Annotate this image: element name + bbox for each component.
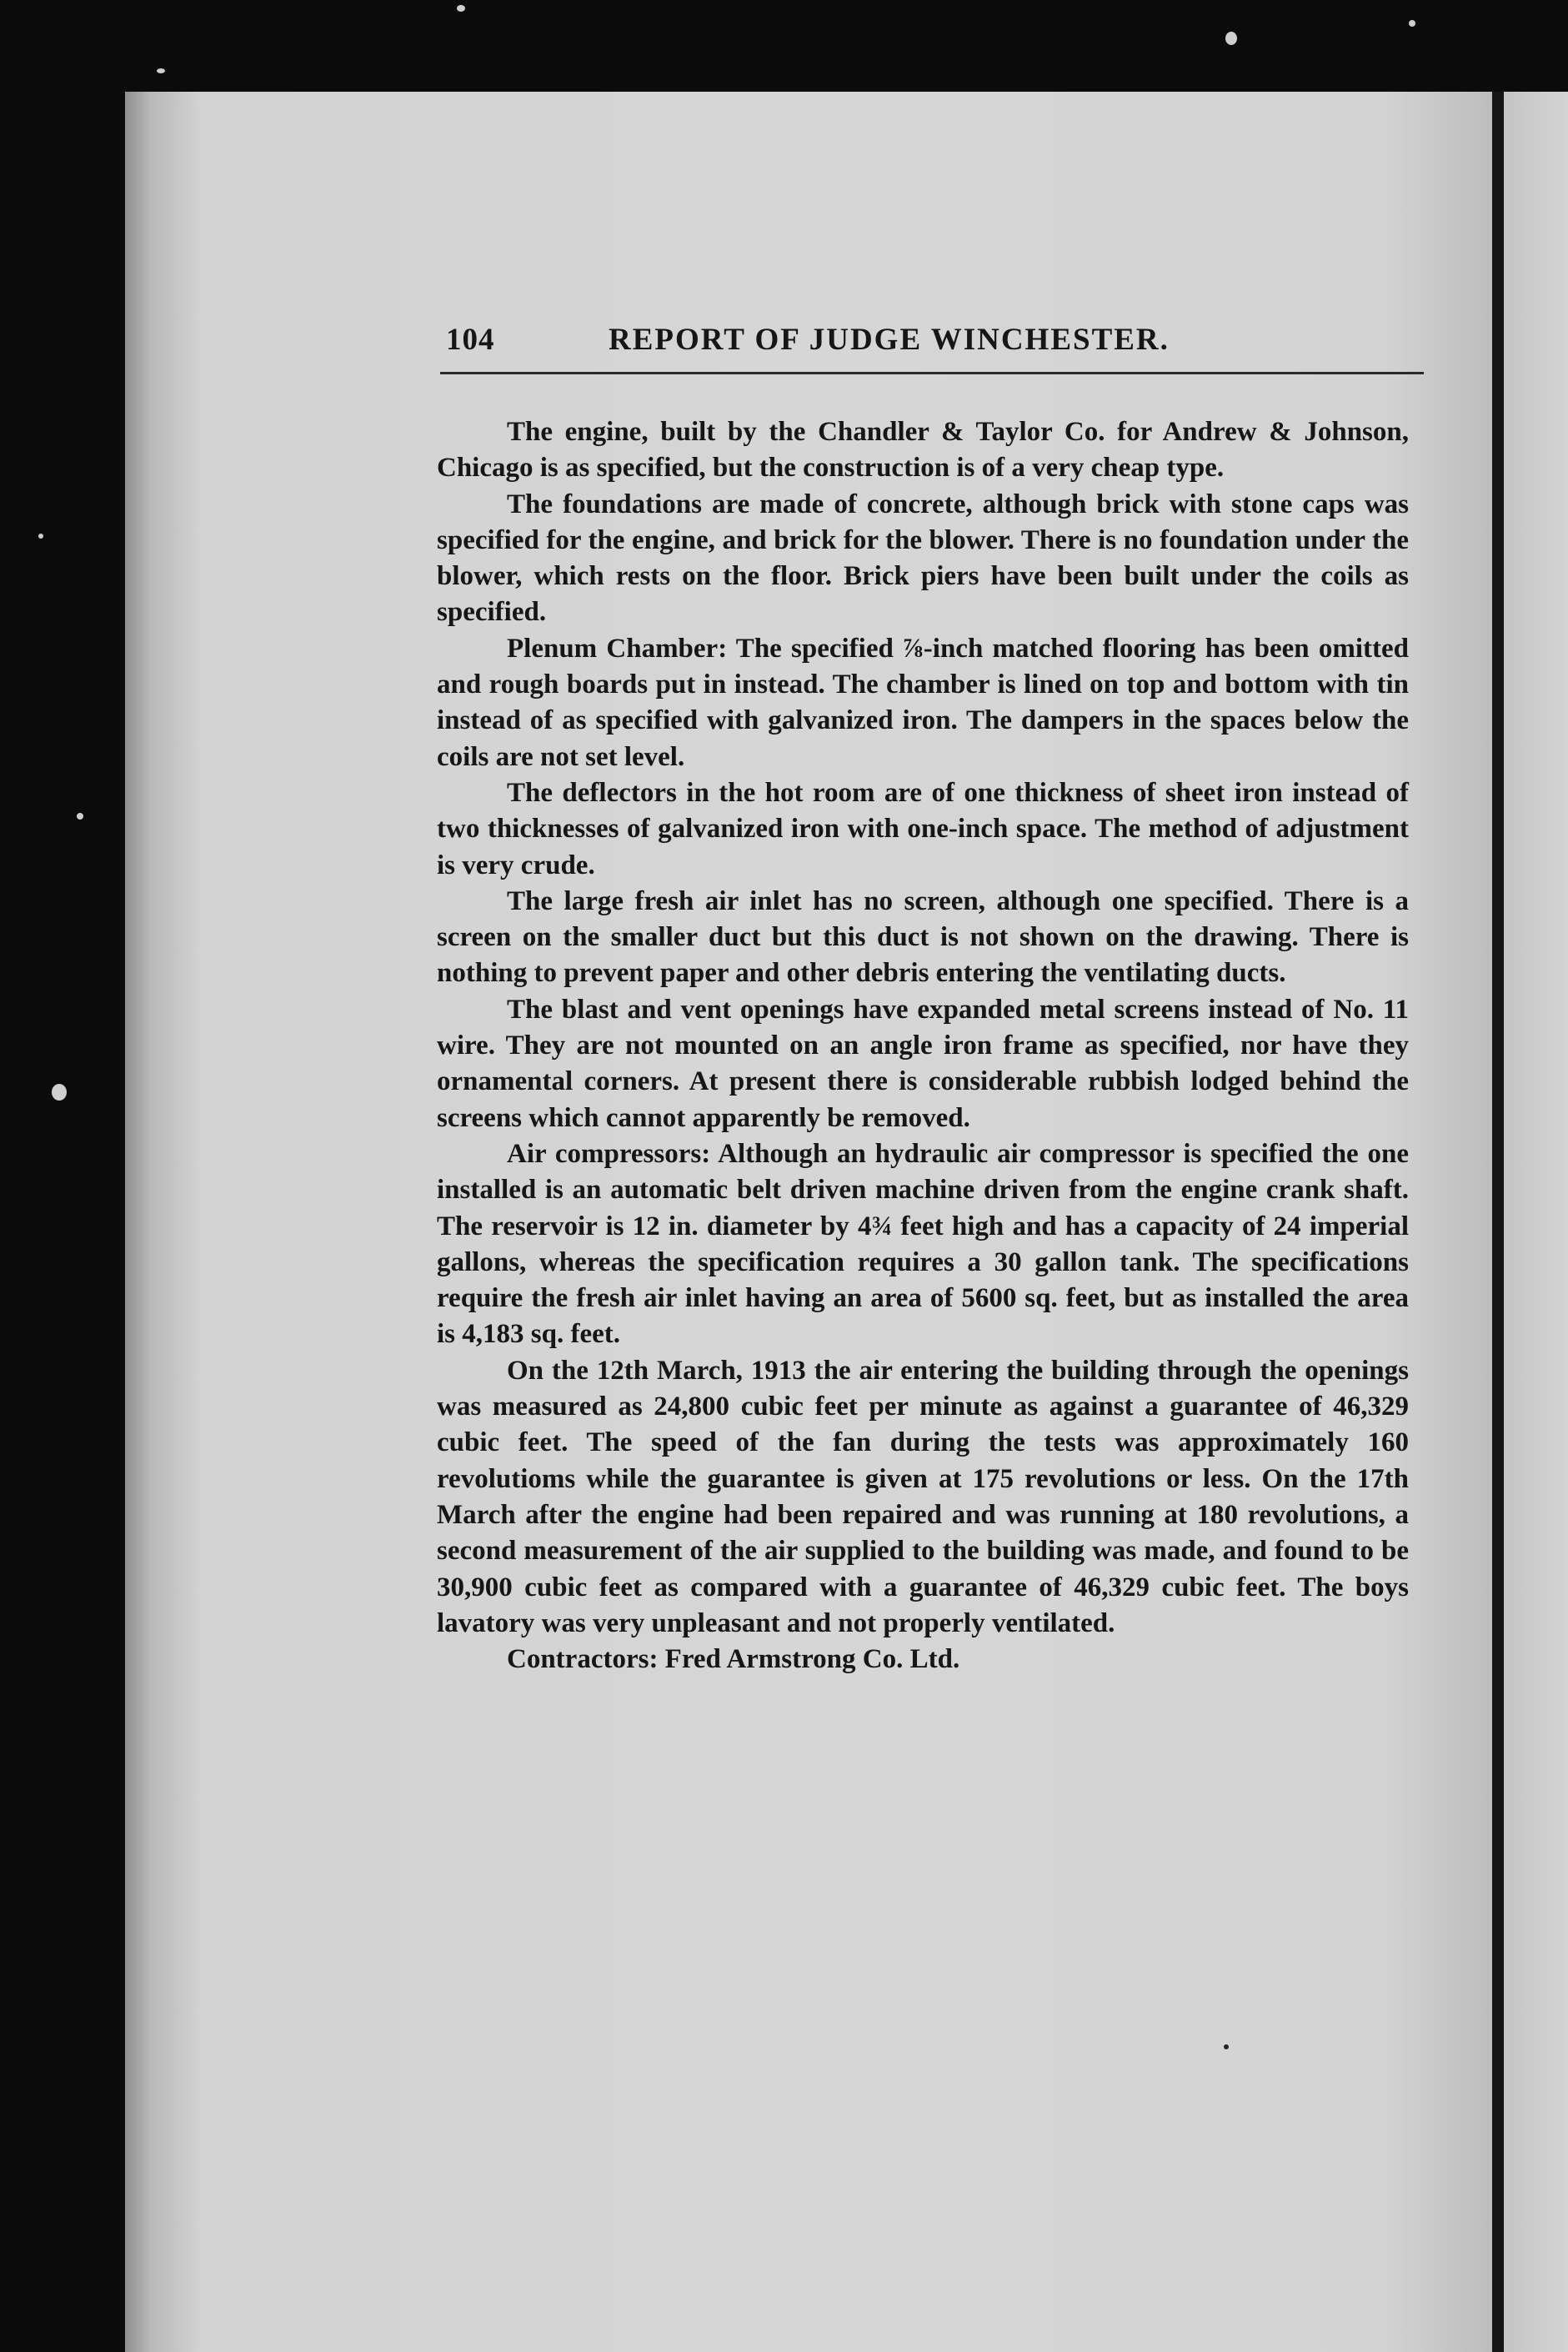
paragraph-air-compressors: Air compressors: Although an hydraulic air compressor is specified the one installed is an automatic belt driven machine driven from the engine crank shaft. The reservoir is 12 in. diameter by 4¾ feet high and has a capacity of 24 imperial gallons, whereas the specification requires a 30 gallon tank. The specifications require the fresh air inlet having an area of 5600 sq. feet, but as installed the area is 4,183 sq. feet. <box>437 1138 1409 1350</box>
paragraph-plenum-chamber: Plenum Chamber: The specified ⅞-inch matched flooring has been omitted and rough boards put in instead. The chamber is lined on top and bottom with tin instead of as specified with galvanized iron. The dampers in the spaces below the coils are not set level. <box>437 633 1409 772</box>
scan-speck <box>1409 20 1415 27</box>
paragraph-engine: The engine, built by the Chandler & Taylor Co. for Andrew & Johnson, Chicago is as specified, but the construction is of a very cheap type. <box>437 417 1409 484</box>
ink-speck <box>1224 2044 1229 2049</box>
scan-speck <box>38 534 43 539</box>
scan-speck <box>77 813 83 820</box>
running-head: REPORT OF JUDGE WINCHESTER. <box>609 323 1170 357</box>
book-gutter <box>1492 92 1504 2352</box>
paragraph-foundations: The foundations are made of concrete, although brick with stone caps was specified for the engine, and brick for the blower. There is no foundation under the blower, which rests on the floor. Brick piers have been built under the coils as specified. <box>437 489 1409 628</box>
scan-speck <box>52 1084 67 1101</box>
report-body <box>437 414 1409 1677</box>
paragraph-contractors: Contractors: Fred Armstrong Co. Ltd. <box>507 1644 960 1675</box>
paragraph-deflectors: The deflectors in the hot room are of one thickness of sheet iron instead of two thicknesses of galvanized iron with one-inch space. The method of adjustment is very crude. <box>437 777 1409 880</box>
adjacent-page-edge <box>1504 92 1568 2352</box>
page-number: 104 <box>446 323 495 357</box>
scan-speck <box>457 5 465 12</box>
paragraph-fresh-air-inlet: The large fresh air inlet has no screen, although one specified. There is a screen on the smaller duct but this duct is not shown on the drawing. There is nothing to prevent paper and other debris entering the ventilating ducts. <box>437 885 1409 989</box>
page-header <box>446 322 1430 369</box>
scan-speck <box>157 68 165 73</box>
paragraph-blast-vent-openings: The blast and vent openings have expanded metal screens instead of No. 11 wire. They are not mounted on an angle iron frame as specified, nor have they ornamental corners. At present there is considerable rubbish lodged behind the screens which cannot apparently be removed. <box>437 994 1409 1133</box>
scan-speck <box>1225 32 1237 45</box>
paragraph-air-measurement: On the 12th March, 1913 the air entering the building through the openings was measured as 24,800 cubic feet per minute as against a guarantee of 46,329 cubic feet. The speed of the fan during the tests was approximately 160 revolutioms while the guarantee is given at 175 revolutions or less. On the 17th March after the engine had been repaired and was running at 180 revolutions, a second measurement of the air supplied to the building was made, and found to be 30,900 cubic feet as compared with a guarantee of 46,329 cubic feet. The boys lavatory was very unpleasant and not properly ventilated. <box>437 1355 1409 1638</box>
header-rule <box>440 372 1424 374</box>
